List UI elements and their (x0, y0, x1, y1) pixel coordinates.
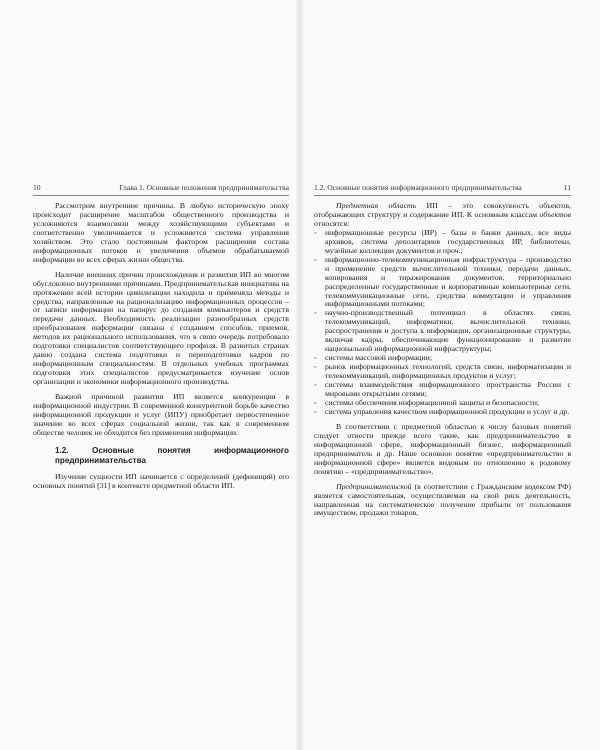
right-page (300, 0, 600, 750)
right-text-column (314, 202, 571, 518)
left-header-title: Глава 1. Основные положения предпринимательства (119, 183, 289, 192)
list-item: ◦ рынок информационных технологий, средств связи, информатизации и телекоммуникаций, информационных продуктов и услуг; (314, 363, 571, 381)
right-running-header (314, 183, 571, 196)
paragraph: Важной причиной развития ИП является конкуренция в информационной индустрии. В современной конкурентной борьбе качество информационной продукции и услуг (ИПУ) приобретает первостепенное значение во всех сферах социальной жизни, так как в современном обществе человек не обходится без применения информации. (33, 392, 289, 437)
list-item: ◦ система управления качеством информационной продукции и услуг и др. (314, 408, 571, 417)
list-item: ◦ информационные ресурсы (ИР) – базы и банки данных, все виды архивов, система депозитариев государственных ИР, библиотеки, музейные коллекции документов и проч.; (314, 229, 571, 256)
term-subject-area: Предметная область (336, 201, 417, 210)
paragraph: Наличие внешних причин происхождения и развития ИП во многом обусловлено внутренними причинами. Предпринимательская инициатива на протяжении всей истории цивилизации находила и применяла методы и средства, направленные на рационализацию информационных процессов – от записи информации на папирус до создания компьютеров и средств передачи данных. Необходимость реализации разнообразных средств преобразования информации связана с созданием способов, приемов, методов их рационального использования, что в свою очередь потребовало подготовки специалистов соответствующего профиля. В развитых странах давно создана система подготовки и переподготовки кадров по информационным специальностям. В отдельных учебных программах подготовки этих специалистов предусматривается изучение основ организации и экономики информационного производства. (33, 269, 289, 387)
right-header-title: 1.2. Основные понятия информационного предпринимательства (314, 183, 522, 192)
list-item: ◦ научно-производственный потенциал в областях связи, телекоммуникаций, информатики, вычислительной техники, распространения и доступа к информации, организационные структуры, включая кадры, обеспечивающие функционирование и развитие национальной информационной инфраструктуры; (314, 309, 571, 354)
left-running-header (33, 183, 289, 196)
left-text-column (33, 202, 289, 491)
term-entrepreneurial: Предпринимательской (336, 481, 412, 491)
paragraph: Изучение сущности ИП начинается с определений (дефиниций) его основных понятий [31] в контексте предметной области ИП. (33, 471, 289, 490)
definition-paragraph: Предпринимательской (в соответствии с Гражданским кодексом РФ) является самостоятельная, осуществляемая на свой риск деятельность, направленная на систематическое получение прибыли от пользования имуществом, продажи товаров, (314, 481, 571, 518)
object-class-list (314, 229, 571, 417)
list-item: ◦ системы взаимодействия информационного пространства России с мировыми открытыми сетями; (314, 381, 571, 399)
list-item: ◦ системы обеспечения информационной защиты и безопасности; (314, 399, 571, 408)
intro-paragraph: Предметная область ИП – это совокупность объектов, отображающих структуру и содержание ИП. К основным классам объектов относятся: (314, 201, 571, 228)
left-page-number: 10 (33, 183, 41, 192)
book-gutter (296, 0, 304, 750)
right-page-number: 11 (563, 183, 571, 192)
paragraph: Рассмотрим внутренние причины. В любую историческую эпоху происходит расширение масштабов общественного производства и усложняются взаимосвязи между хозяйствующими субъектами и соответственно увеличивается и усложняется система управления хозяйством. Это стало постоянным фактором расширения состава информационных потоков и увеличения объемов обрабатываемой информации во всех сферах жизни общества. (33, 201, 289, 264)
paragraph: В соответствии с предметной областью к числу базовых понятий следует отнести прежде всего такие, как предпринимательство в информационной сфере, информационный бизнес, информационный предприниматель и др. Наше основное понятие «предпринимательство в информационной сфере» является видовым по отношению к родовому понятию – «предпринимательство». (314, 421, 571, 476)
section-heading: 1.2. Основные понятия информационного предпринимательства (55, 445, 289, 466)
list-item: ◦ информационно-телекоммуникационная инфраструктура – производство и применение средств вычислительной техники, передачи данных, копирования и тиражирования документов, территориально распределенные государственные и корпоративные компьютерные сети, телекоммуникационные сети, средства коммутации и управления информационными потоками; (314, 256, 571, 310)
list-item: ◦ системы массовой информации; (314, 354, 571, 363)
term-objects: объектов (539, 209, 571, 219)
